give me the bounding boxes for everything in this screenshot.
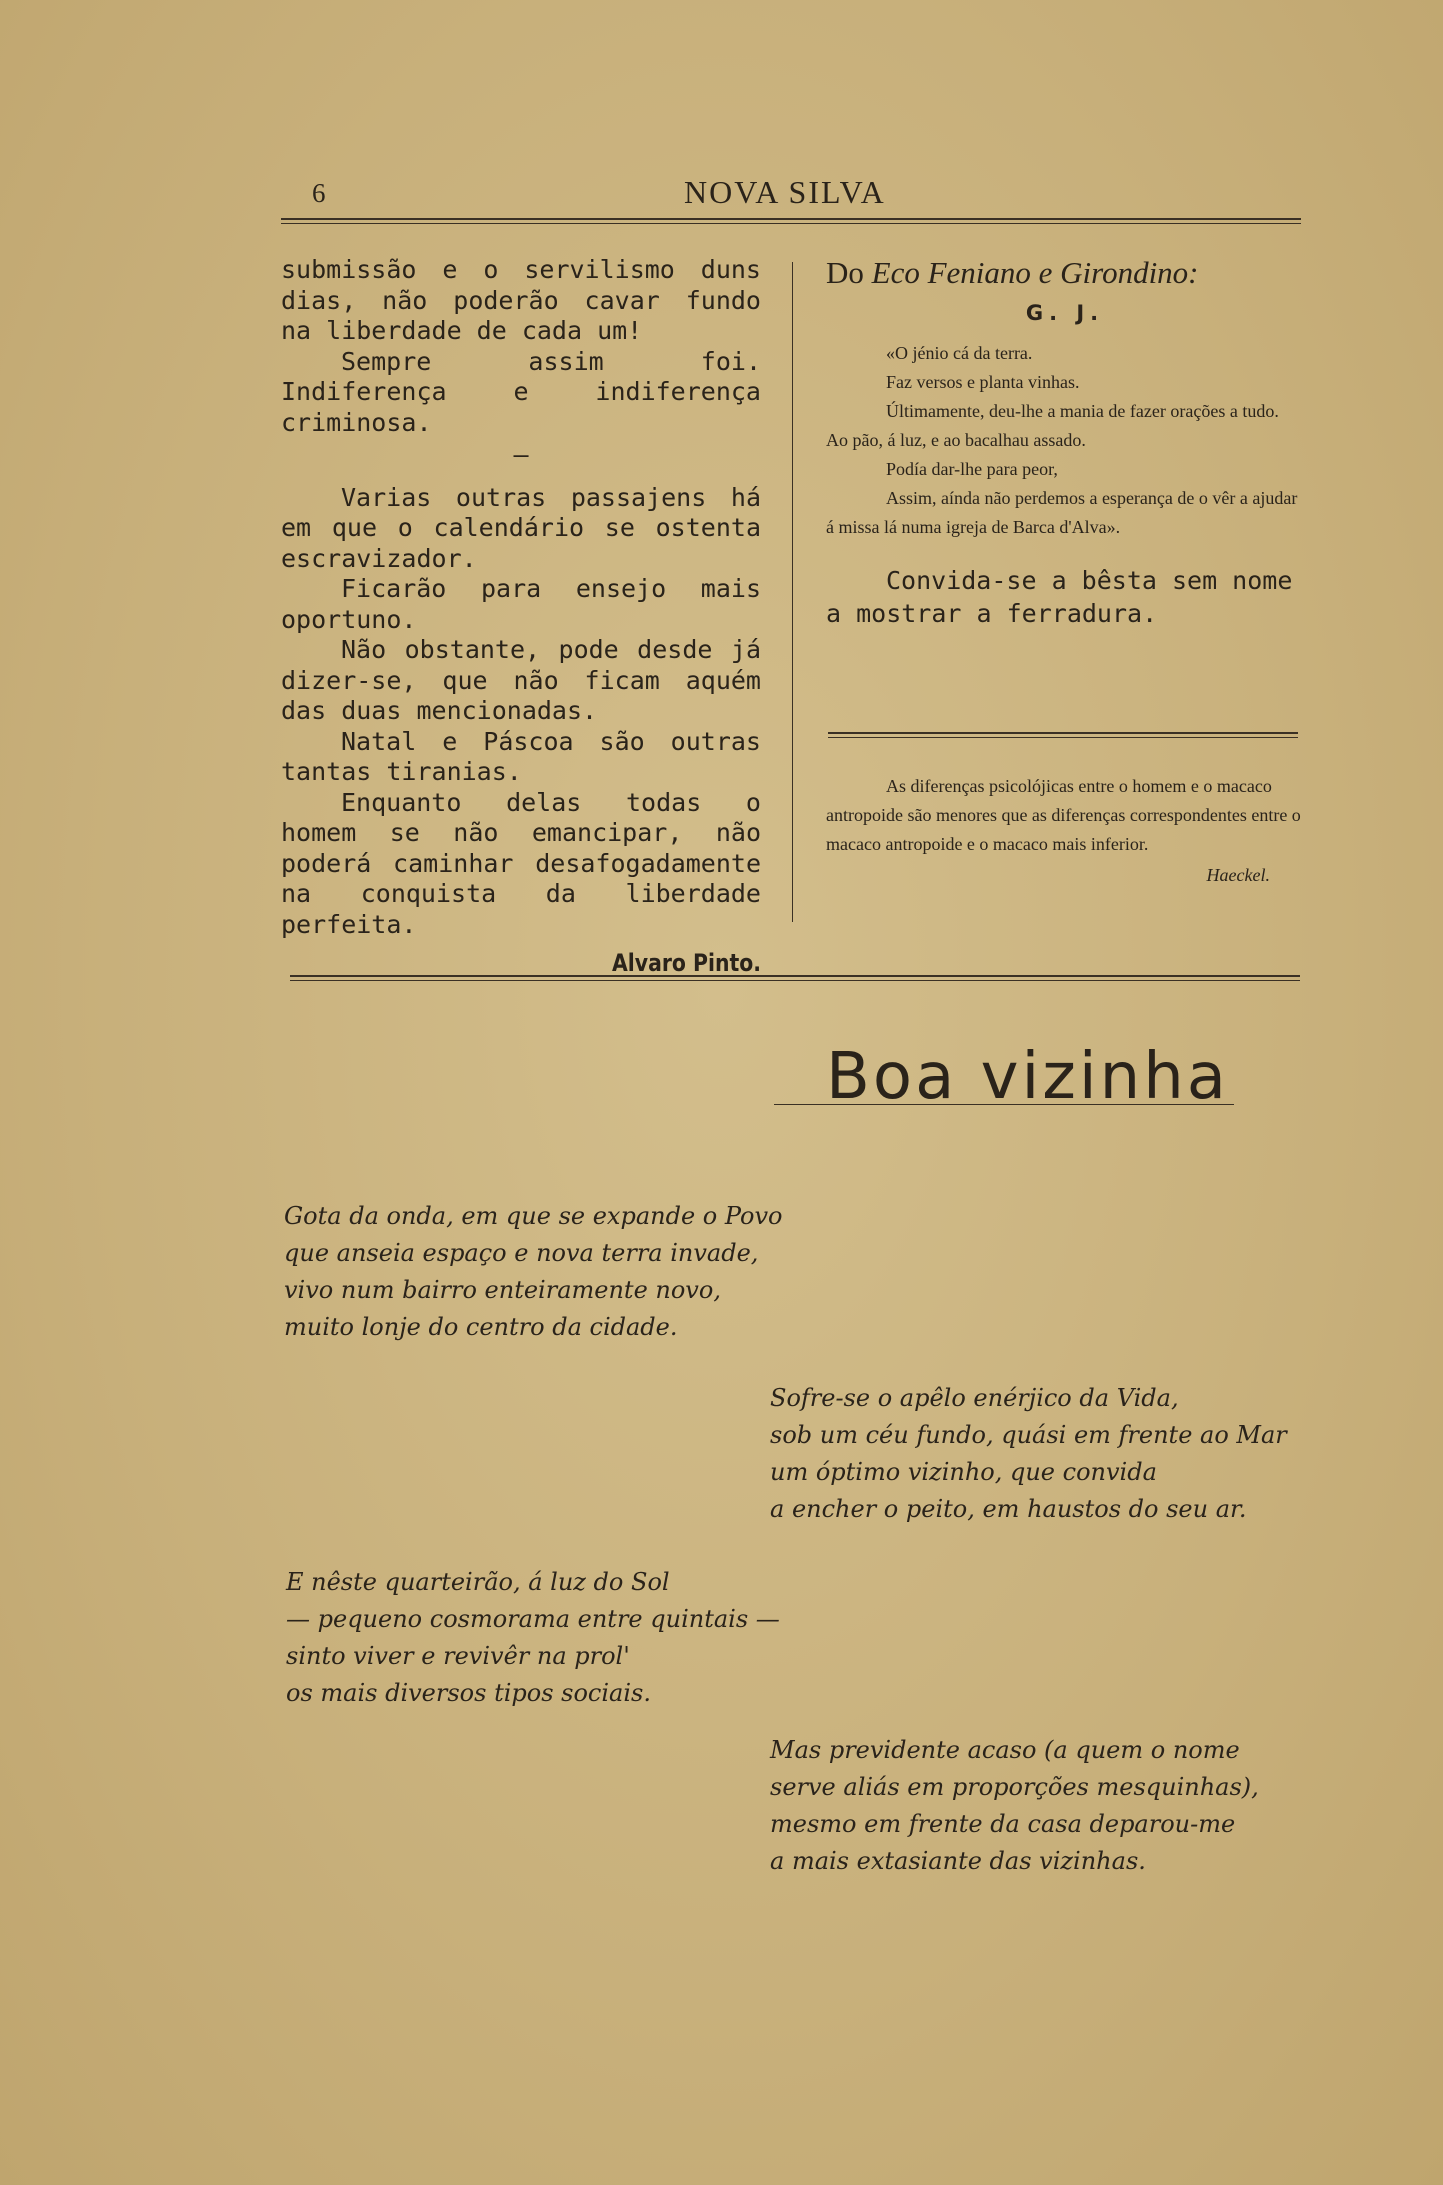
quote-line: Assim, aínda não perdemos a esperança de o vêr a ajudar á missa lá numa igreja de Barca d'Alva». [826,488,1298,537]
paragraph: Enquanto delas todas o homem se não emancipar, não poderá caminhar desafogadamente na conquista da liberdade perfeita. [281,787,761,939]
haeckel-signature: Haeckel. [1206,865,1270,885]
haeckel-text: As diferenças psicolójicas entre o homem e o macaco antropoide são menores que as diferenças correspondentes entre o macaco antropoide e o macaco mais inferior. [826,776,1301,854]
convida-note [826,564,1304,630]
verse-line: Sofre-se o apêlo enérjico da Vida, [770,1384,1179,1412]
quote-line: Últimamente, deu-lhe a mania de fazer orações a tudo. Ao pão, á luz, e ao bacalhau assado. [826,401,1279,450]
verse-line: sinto viver e revivêr na prol' [286,1642,630,1670]
quote-line: Podía dar-lhe para peor, [886,459,1058,479]
verse-line: vivo num bairro enteiramente novo, [284,1276,721,1304]
paragraph: Varias outras passajens há em que o calendário se ostenta escravizador. [281,482,761,573]
eco-initials: G. J. [1025,301,1105,325]
verse-line: que anseia espaço e nova terra invade, [284,1239,759,1267]
haeckel-quote [826,772,1304,890]
verse-line: — pequeno cosmorama entre quintais — [286,1605,780,1633]
column-divider [792,262,793,922]
article-author: Alvaro Pinto. [611,949,761,977]
eco-heading-title: Eco Feniano e Girondino: [871,255,1199,290]
poem-title-underline [774,1104,1234,1105]
verse-line: Gota da onda, em que se expande o Povo [284,1202,783,1230]
verse-line: sob um céu fundo, quási em frente ao Mar [770,1421,1287,1449]
paragraph: Sempre assim foi. Indiferença e indiferença criminosa. [281,346,761,437]
poem-stanza-2 [770,1380,1287,1528]
poem-stanza-1 [284,1198,783,1346]
poem-title: Boa vizinha [826,1040,1229,1114]
verse-line: mesmo em frente da casa deparou-me [770,1810,1236,1838]
quote-line: «O jénio cá da terra. [886,343,1033,363]
verse-line: um óptimo vizinho, que convida [770,1458,1157,1486]
header-rule [281,218,1301,224]
verse-line: Mas previdente acaso (a quem o nome [770,1736,1240,1764]
section-rule [290,975,1300,981]
right-section-rule [828,732,1298,738]
verse-line: a mais extasiante das vizinhas. [770,1847,1146,1875]
paragraph: Não obstante, pode desde já dizer-se, que não ficam aquém das duas mencionadas. [281,635,761,725]
paragraph: submissão e o servilismo duns dias, não poderão cavar fundo na liberdade de cada um! [281,255,761,345]
eco-quote [826,339,1304,542]
paragraph: Ficarão para ensejo mais oportuno. [281,574,761,634]
verse-line: muito lonje do centro da cidade. [284,1313,678,1341]
verse-line: serve aliás em proporções mesquinhas), [770,1773,1259,1801]
verse-line: E nêste quarteirão, á luz do Sol [286,1568,670,1596]
verse-line: a encher o peito, em haustos do seu ar. [770,1495,1247,1523]
eco-heading [826,255,1304,291]
newspaper-title: NOVA SILVA [684,174,886,210]
paragraph: Natal e Páscoa são outras tantas tiranias. [281,726,761,786]
poem-stanza-4 [770,1732,1259,1880]
left-column [281,255,761,979]
quote-line: Faz versos e planta vinhas. [886,372,1080,392]
convida-text: Convida-se a bêsta sem nome a mostrar a ferradura. [826,566,1293,628]
verse-line: os mais diversos tipos sociais. [286,1679,651,1707]
right-column [826,255,1304,630]
section-dash: — [513,440,529,469]
page-number: 6 [312,178,326,208]
eco-heading-prefix: Do [826,255,864,290]
poem-stanza-3 [286,1564,780,1712]
